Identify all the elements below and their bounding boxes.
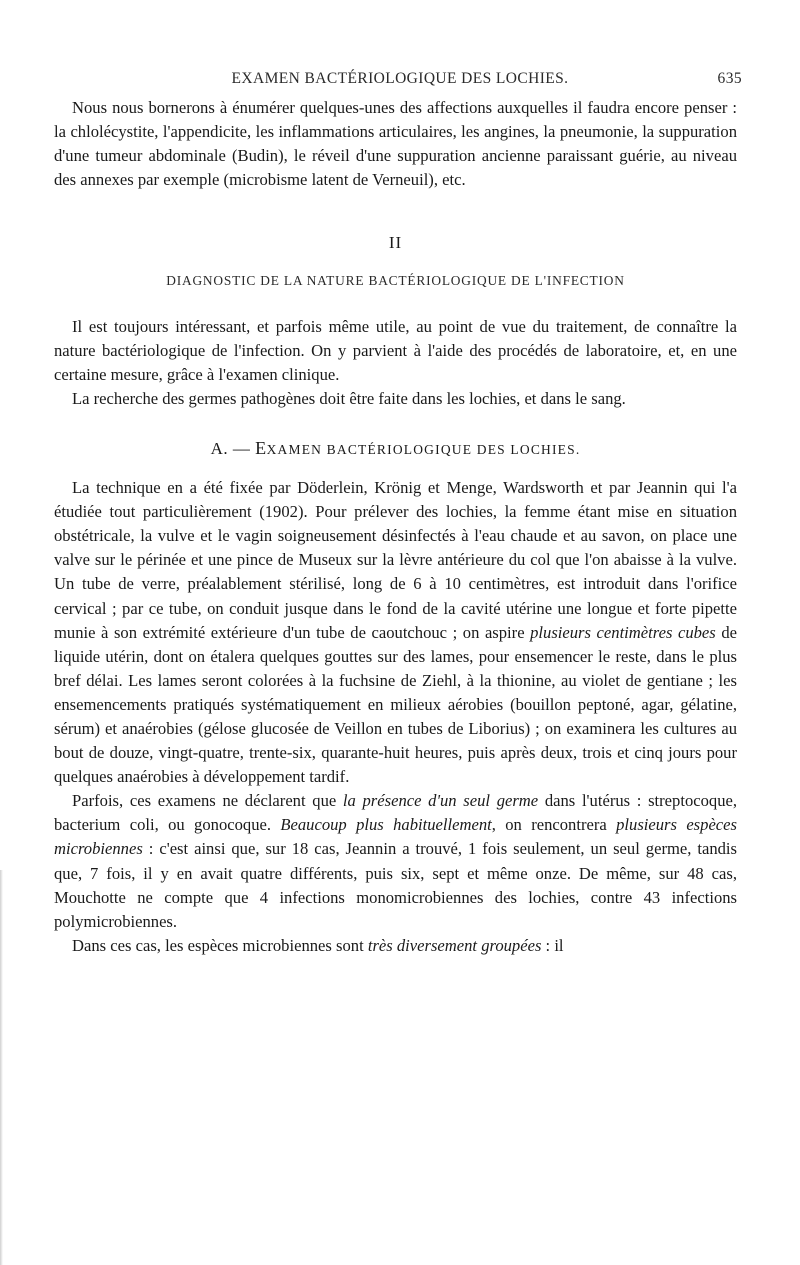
running-title: EXAMEN BACTÉRIOLOGIQUE DES LOCHIES. bbox=[231, 70, 569, 87]
text-run: La technique en a été fixée par Döderlein, Krönig et Menge, Wardsworth et par Jeannin qui l'a étudiée tout particulièrement (1902). Pour prélever des lochies, la femme étant mise en situation obstétricale, la vulve et le vagin soigneusement désinfectés à l'eau chaude et au savon, on place une valve sur le périnée et une pince de Museux sur la lèvre antérieure du col que l'on abaisse à la vulve. Un tube de verre, préalablement stérilisé, long de 6 à 10 centimètres, est introduit dans l'orifice cervical ; par ce tube, on conduit jusque dans le fond de la cavité utérine une longue et forte pipette munie à son extrémité extérieure d'un tube de caoutchouc ; on aspire bbox=[54, 478, 737, 642]
page-body bbox=[54, 96, 737, 958]
paragraph bbox=[54, 476, 737, 789]
text-run: Parfois, ces examens ne déclarent que bbox=[72, 791, 343, 811]
paragraph: La recherche des germes pathogènes doit être faite dans les lochies, et dans le sang. bbox=[72, 388, 626, 408]
page-edge-shadow bbox=[0, 870, 3, 1265]
text-run: Dans ces cas, les espèces microbiennes sont bbox=[72, 935, 368, 955]
subsection-letter: A. — bbox=[210, 438, 251, 458]
paragraph bbox=[54, 789, 737, 934]
italic-run: très diversement groupées bbox=[367, 935, 542, 955]
italic-run: Beaucoup plus habituellement bbox=[280, 815, 492, 835]
text-run: de liquide utérin, dont on étalera quelques gouttes sur des lames, pour ensemencer le reste, dans le plus bref délai. Les lames seront colorées à la fuchsine de Ziehl, à la thionine, au violet de gentiane ; les ensemencements pratiqués systématiquement en milieux aérobies (bouillon peptoné, agar, gélatine, sérum) et anaérobies (gélose glucosée de Veillon en tubes de Liborius) ; on examinera les cultures au bout de douze, vingt-quatre, trente-six, quarante-huit heures, puis après deux, trois et cinq jours pour quelques anaérobies à développement tardif. bbox=[54, 622, 737, 787]
section-title: DIAGNOSTIC DE LA NATURE BACTÉRIOLOGIQUE DE L'INFECTION bbox=[166, 273, 625, 289]
subsection-heading bbox=[54, 436, 737, 462]
paragraph bbox=[54, 934, 737, 958]
italic-run: plusieurs espèces microbiennes bbox=[54, 815, 737, 859]
running-header bbox=[0, 68, 800, 92]
page-number: 635 bbox=[717, 70, 742, 87]
subsection-title: XAMEN BACTÉRIOLOGIQUE DES LOCHIES. bbox=[266, 441, 581, 457]
subsection-initial: E bbox=[255, 437, 267, 458]
text-run: , on rencontrera bbox=[491, 815, 617, 835]
italic-run: plusieurs centimètres cubes bbox=[530, 622, 716, 642]
paragraph: Il est toujours intéressant, et parfois même utile, au point de vue du traitement, de connaître la nature bactériologique de l'infection. On y parvient à l'aide des procédés de laboratoire, et, en une certaine mesure, grâce à l'examen clinique. bbox=[54, 316, 737, 384]
paragraph: Nous nous bornerons à énumérer quelques-unes des affections auxquelles il faudra encore penser : la chlolécystite, l'appendicite, les inflammations articulaires, les angines, la pneumonie, la suppuration d'une tumeur abdominale (Budin), le réveil d'une suppuration ancienne paraissant guérie, au niveau des annexes par exemple (microbisme latent de Verneuil), etc. bbox=[54, 98, 737, 190]
text-run: : il bbox=[541, 935, 564, 955]
text-run: : c'est ainsi que, sur 18 cas, Jeannin a trouvé, 1 fois seulement, un seul germe, tandis que, 7 fois, il y en avait quatre différents, puis six, sept et même onze. De même, sur 48 cas, Mouchotte ne compte que 4 infections monomicrobiennes des lochies, contre 43 infections polymicrobiennes. bbox=[54, 839, 737, 931]
section-number: II bbox=[388, 233, 403, 253]
italic-run: la présence d'un seul germe bbox=[342, 791, 539, 811]
text-run: dans l'utérus : streptocoque, bacterium coli, ou gonocoque. bbox=[54, 791, 738, 835]
